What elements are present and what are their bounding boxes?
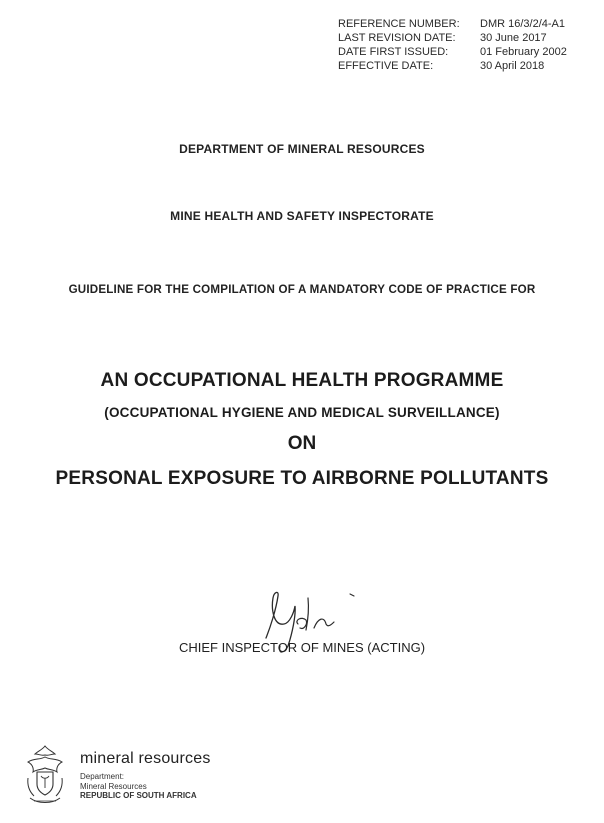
reference-row — [338, 45, 567, 59]
reference-block — [338, 17, 567, 73]
effective-date-label: EFFECTIVE DATE: — [338, 60, 434, 72]
reference-row — [338, 17, 567, 31]
guideline-heading: GUIDELINE FOR THE COMPILATION OF A MANDATORY CODE OF PRACTICE FOR — [68, 283, 536, 296]
reference-number-value: DMR 16/3/2/4-A1 — [480, 18, 565, 30]
logo-line-department: Department: — [80, 772, 125, 781]
subject-title: PERSONAL EXPOSURE TO AIRBORNE POLLUTANTS — [55, 468, 549, 489]
reference-row — [338, 59, 567, 73]
last-revision-date-value: 30 June 2017 — [480, 32, 547, 44]
last-revision-date-label: LAST REVISION DATE: — [338, 32, 456, 44]
coat-of-arms-icon — [20, 742, 70, 808]
effective-date-value: 30 April 2018 — [480, 60, 545, 72]
reference-number-label: REFERENCE NUMBER: — [338, 18, 460, 30]
title-connector: ON — [287, 433, 317, 454]
main-title: AN OCCUPATIONAL HEALTH PROGRAMME — [100, 370, 504, 391]
date-first-issued-label: DATE FIRST ISSUED: — [338, 46, 449, 58]
logo-line-ministry: Mineral Resources — [80, 781, 147, 791]
signatory-title: CHIEF INSPECTOR OF MINES (ACTING) — [178, 640, 426, 655]
department-heading: DEPARTMENT OF MINERAL RESOURCES — [179, 142, 425, 156]
reference-row — [338, 31, 567, 45]
inspectorate-heading: MINE HEALTH AND SAFETY INSPECTORATE — [170, 209, 434, 223]
logo-line-country: REPUBLIC OF SOUTH AFRICA — [80, 791, 197, 800]
logo-title: mineral resources — [80, 750, 211, 767]
date-first-issued-value: 01 February 2002 — [480, 46, 567, 58]
department-logo — [20, 742, 280, 812]
sub-title: (OCCUPATIONAL HYGIENE AND MEDICAL SURVEILLANCE) — [104, 405, 500, 420]
